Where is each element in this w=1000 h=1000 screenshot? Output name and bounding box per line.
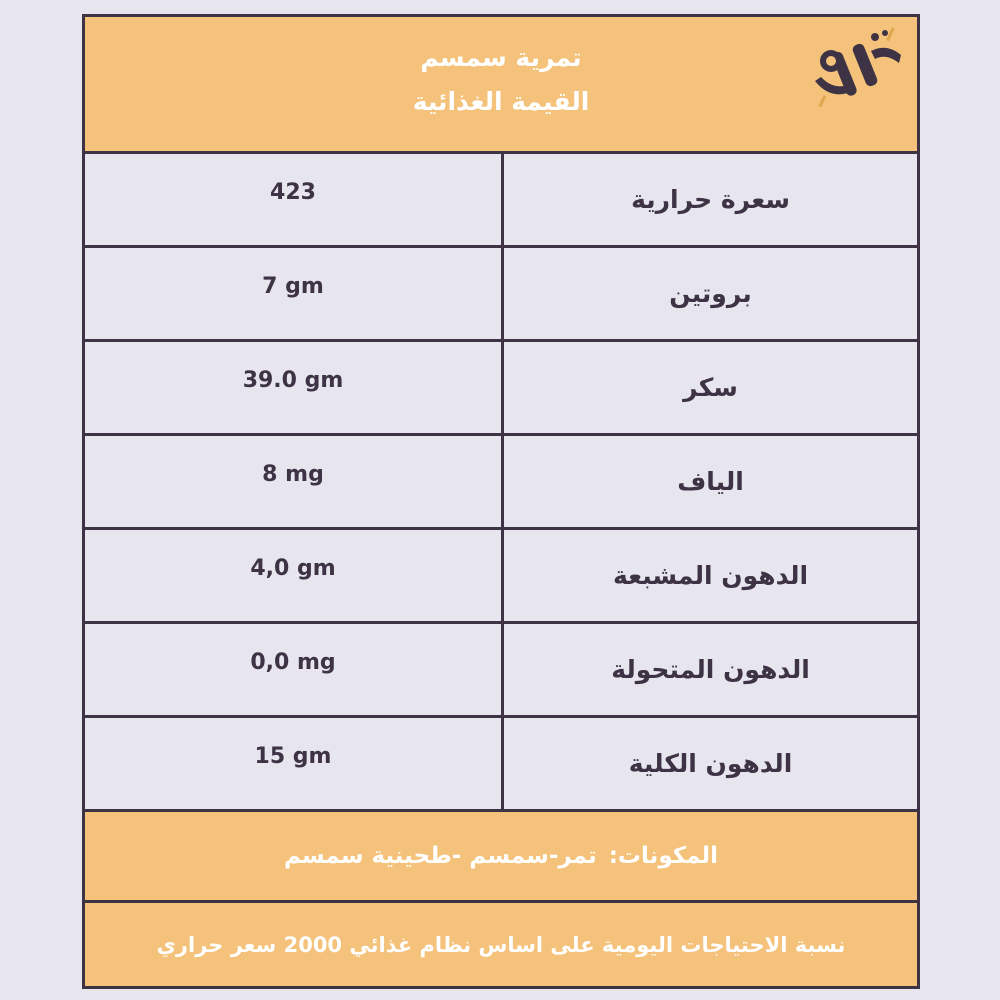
nutrient-label: الدهون الكلية — [628, 749, 793, 778]
nutrient-label: الياف — [677, 467, 744, 496]
table-row — [85, 624, 917, 718]
ingredients-bar — [85, 812, 917, 903]
nutrient-label: الدهون المتحولة — [611, 655, 810, 684]
nutrient-value: 4,0 gm — [250, 556, 336, 581]
card-header — [85, 17, 917, 154]
nutrient-label: سعرة حرارية — [631, 185, 790, 214]
nutrient-label: الدهون المشبعة — [612, 561, 809, 590]
nutrition-card — [82, 14, 920, 989]
nutrient-label: بروتين — [669, 279, 752, 308]
nutrient-value: 423 — [270, 180, 316, 205]
table-row — [85, 342, 917, 436]
nutrient-value: 15 gm — [254, 744, 332, 769]
ingredients-label: المكونات: — [608, 843, 719, 869]
table-row — [85, 530, 917, 624]
nutrient-label: سكر — [683, 373, 738, 402]
ingredients-value: تمر-سمسم -طحينية سمسم — [283, 843, 597, 869]
brand-logo-icon — [801, 21, 911, 111]
table-row — [85, 248, 917, 342]
table-row — [85, 436, 917, 530]
table-row — [85, 718, 917, 812]
nutrient-value: 7 gm — [262, 274, 324, 299]
nutrition-subtitle: القيمة الغذائية — [412, 87, 590, 116]
table-row — [85, 154, 917, 248]
nutrient-value: 0,0 mg — [250, 650, 336, 675]
daily-value-note: نسبة الاحتياجات اليومية على اساس نظام غذائي 2000 سعر حراري — [85, 903, 917, 986]
nutrient-value: 8 mg — [262, 462, 324, 487]
product-title: تمرية سمسم — [420, 43, 582, 72]
nutrition-table — [85, 154, 917, 812]
nutrient-value: 39.0 gm — [242, 368, 344, 393]
